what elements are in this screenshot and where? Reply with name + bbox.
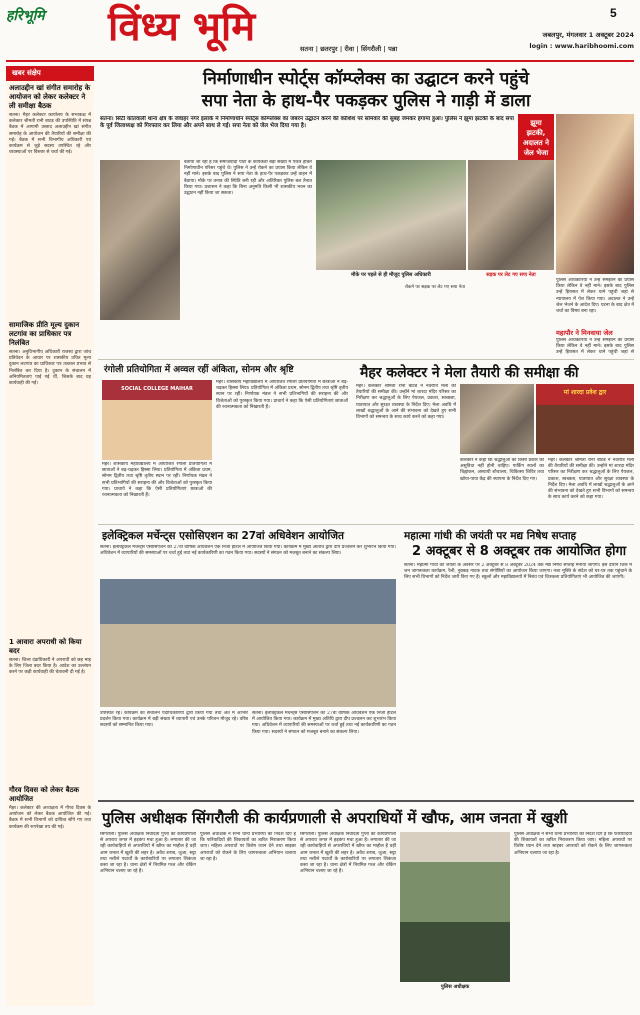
rangoli-photo — [102, 380, 212, 460]
electrical-photo — [100, 579, 396, 707]
lead-headline-2: सपा नेता के हाथ-पैर पकड़कर पुलिस ने गाड़ी में डाला — [201, 91, 531, 111]
gandhi-story — [402, 527, 634, 797]
rangoli-body-cont: मैहर। शासकीय महाविद्यालय में आयोजित रंगोली प्रतियोगिता में छात्राओं ने बढ़-चढ़कर हिस्सा लिया। प्रतियोगिता में अंकिता प्रथम, सोनम द्वितीय तथा श्रृष्टि तृतीय स्थान पर रहीं। निर्णायक मंडल ने सभी प्रतिभागियों की सराहना की और विजेताओं को पुरस्कृत किया गया। प्राचार्य ने कहा कि ऐसी प्रतियोगिताएं छात्राओं की रचनात्मकता को निखारती हैं। — [102, 462, 212, 499]
singrauli-photo-caption: पुलिस अधीक्षक — [440, 984, 470, 990]
lead-intro: सतना। सिटी कोतवाली थाना क्षेत्र के जवाहर नगर इलाके में निर्माणाधीन स्पोर्ट्स कॉम्प्लेक्स का जबरन उद्घाटन करने की कोशिश पर सोमवार की सुबह जमकर हंगामा हुआ। पुलिस ने झूमा झटकी के बाद सपा के पूर्व जिलाध्यक्ष को गिरफ्तार कर लिया और अपने साथ ले गई। सपा नेता को जेल भेज दिया गया है। — [100, 116, 514, 129]
electrical-body: सतना। इलेक्ट्रिकल मर्चेन्ट्स एसोसिएशन का 27वां वार्षिक अधिवेशन एक निजी होटल में आयोजित किया गया। कार्यक्रम में मुख्य अतिथि द्वारा दीप प्रज्वलन कर शुभारंभ किया गया। अधिवेशन में व्यापारियों की समस्याओं पर चर्चा हुई तथा नई कार्यकारिणी का गठन किया गया। सदस्यों ने संगठन को मजबूत बनाने का संकल्प लिया। — [100, 545, 396, 557]
electrical-body2: उपस्थित रहे। कार्यक्रम का संचालन पदाधिकारियों द्वारा किया गया तथा अंत में आभार प्रदर्शन किया गया। कार्यक्रम में बड़ी संख्या में व्यापारी एवं उनके परिजन मौजूद रहे। वरिष्ठ सदस्यों को सम्मानित किया गया। — [100, 711, 248, 729]
masthead — [0, 0, 640, 62]
rangoli-headline: रंगोली प्रतियोगिता में अव्वल रहीं अंकिता, सोनम और श्रृष्टि — [104, 365, 294, 375]
rangoli-story — [98, 362, 352, 522]
brand-logo: हरिभूमि — [6, 8, 45, 24]
sidebar-item4-title: गौरव दिवस को लेकर बैठक आयोजित — [9, 786, 80, 803]
lead-right-body: पुलिस अधिकारियों ने उन्हें समझाने का प्रयास किया लेकिन वे नहीं माने। इसके बाद पुलिस उन्हें हिरासत में लेकर थाने पहुंची जहां से न्यायालय में पेश किया गया। अदालत ने उन्हें जेल भेजने के आदेश दिए। घटना के बाद क्षेत्र में चर्चा का विषय बना रहा। — [556, 278, 634, 315]
maihar-photo-1 — [460, 384, 534, 454]
maihar-headline: मैहर कलेक्टर ने मेला तैयारी की समीक्षा की — [360, 365, 579, 381]
rangoli-body: मैहर। शासकीय महाविद्यालय में आयोजित रंगोली प्रतियोगिता में छात्राओं ने बढ़-चढ़कर हिस्सा लिया। प्रतियोगिता में अंकिता प्रथम, सोनम द्वितीय तथा श्रृष्टि तृतीय स्थान पर रहीं। निर्णायक मंडल ने सभी प्रतिभागियों की सराहना की और विजेताओं को पुरस्कृत किया गया। प्राचार्य ने कहा कि ऐसी प्रतियोगिताएं छात्राओं की रचनात्मकता को निखारती हैं। — [216, 380, 348, 410]
singrauli-body3: सिंगरौली। पुलिस अधीक्षक निवेदिता गुप्ता की कार्यप्रणाली से अपराध जगत में हड़कंप मचा हुआ है। लगातार की जा रही कार्यवाहियों से अपराधियों में खौफ का माहौल है वहीं आम जनता में खुशी की लहर है। अवैध शराब, जुआ, सट्टा तथा नशीले पदार्थों के कारोबारियों पर लगातार शिकंजा कसा जा रहा है। थाना क्षेत्रों में नियमित गश्त और चेकिंग अभियान चलाए जा रहे हैं। — [300, 832, 396, 875]
gandhi-body: सतना। महात्मा गांधी की जयंती के अवसर पर 2 अक्टूबर से 8 अक्टूबर 2024 तक मद्य निषेध सप्ताह मनाया जाएगा। इस दौरान जिले में जन जागरूकता कार्यक्रम, रैली, नुक्कड़ नाटक तथा संगोष्ठियों का आयोजन किया जाएगा। नशा मुक्ति के संदेश को घर-घर तक पहुंचाने के लिए सभी विभागों को निर्देश जारी किए गए हैं। स्कूलों और महाविद्यालयों में निबंध एवं चित्रकला प्रतियोगिताएं भी आयोजित की जाएंगी। — [404, 563, 632, 581]
rangoli-banner: SOCIAL COLLEGE MAIHAR — [121, 386, 193, 392]
maihar-body2: कलेक्टर ने कहा कि श्रद्धालुओं को किसी प्रकार की असुविधा नहीं होनी चाहिए। पार्किंग स्थलों का चिह्नांकन, अस्थायी शौचालय, चिकित्सा शिविर तथा खोया-पाया केंद्र की स्थापना के निर्देश दिए गए। — [460, 458, 544, 482]
lead-caption-1: मौके पर पहले से ही मौजूद पुलिस अधिकारी — [351, 272, 431, 278]
page-number: 5 — [610, 6, 617, 20]
lead-caption-3: रोकने पर सड़क पर लेट गए सपा नेता — [404, 285, 465, 290]
lead-photo-3 — [468, 160, 554, 270]
maihar-photo-2 — [536, 384, 634, 454]
maihar-body3: मैहर। कलेक्टर श्रीमती रानी बाटड ने नवरात्रि मेला की तैयारियों की समीक्षा की। उन्होंने मां शारदा मंदिर परिसर का निरीक्षण कर श्रद्धालुओं के लिए पेयजल, प्रकाश, स्वच्छता, यातायात और सुरक्षा व्यवस्था के निर्देश दिए। मेला अवधि में लाखों श्रद्धालुओं के आने की संभावना को देखते हुए सभी विभागों को समन्वय के साथ कार्य करने को कहा गया। — [548, 458, 634, 501]
rule-3 — [98, 800, 634, 802]
singrauli-body4: पुलिस अधीक्षक ने सभी थाना प्रभारियों को निर्देश दिए हैं कि फरियादियों की शिकायतों का त्वरित निराकरण किया जाए। महिला अपराधों पर विशेष ध्यान देने तथा साइबर अपराधों को रोकने के लिए जागरूकता अभियान चलाया जा रहा है। — [514, 832, 632, 856]
lead-photo-main — [556, 114, 634, 274]
lead-photo-1 — [100, 160, 180, 320]
gandhi-headline-1: महात्मा गांधी की जयंती पर मद्य निषेध सप्ताह — [404, 530, 577, 542]
singrauli-body2: पुलिस अधीक्षक ने सभी थाना प्रभारियों को निर्देश दिए हैं कि फरियादियों की शिकायतों का त्वरित निराकरण किया जाए। महिला अपराधों पर विशेष ध्यान देने तथा साइबर अपराधों को रोकने के लिए जागरूकता अभियान चलाया जा रहा है। — [200, 832, 296, 862]
rule-1 — [98, 359, 634, 360]
rule-2 — [98, 524, 634, 525]
lead-photo-2 — [316, 160, 466, 270]
sidebar-item2-body: सतना। अनुविभागीय अधिकारी राजस्व द्वारा जांच प्रतिवेदन के आधार पर शासकीय उचित मूल्य दुकान लटगांव का प्राधिकार पत्र तत्काल प्रभाव से निलंबित कर दिया है। दुकान के संचालन में अनियमितताएं पाई गई थीं, जिसके बाद यह कार्यवाही की गई। — [9, 350, 91, 387]
singrauli-photo — [400, 832, 510, 982]
gandhi-headline-2: 2 अक्टूबर से 8 अक्टूबर तक आयोजित होगा — [412, 544, 627, 559]
maihar-photo-text: मां शारदा प्रवेश द्वार — [563, 389, 607, 396]
lead-right-tail: पुलिस अधिकारियों ने उन्हें समझाने का प्रयास किया लेकिन वे नहीं माने। इसके बाद पुलिस उन्हें हिरासत में लेकर थाने पहुंची जहां से — [556, 338, 634, 356]
sidebar-item4-body: मैहर। कलेक्टर की अध्यक्षता में गौरव दिवस के आयोजन को लेकर बैठक आयोजित की गई। बैठक में सभी विभागों को दायित्व सौंपे गए तथा कार्यक्रम की रूपरेखा तय की गई। — [9, 806, 91, 830]
electrical-headline: इलेक्ट्रिकल मर्चेन्ट्स एसोसिएशन का 27वां अधिवेशन आयोजित — [102, 530, 344, 542]
electrical-story — [98, 527, 398, 797]
sidebar-item1-body: सतना। मैहर कलेक्टर कार्यालय के सभाकक्ष में कलेक्टर श्रीमती रानी बाटड की उपस्थिति में संपन्न बैठक में आगामी उस्ताद अलाउद्दीन खां संगीत समारोह के आयोजन की तैयारियों की समीक्षा की गई। बैठक में सभी विभागीय अधिकारी एवं कार्यक्रम से जुड़े सदस्य उपस्थित रहे और व्यवस्थाओं पर विस्तार से चर्चा की गई। — [9, 113, 91, 156]
date-line: जबलपुर, मंगलवार 1 अक्टूबर 2024 — [542, 31, 634, 39]
singrauli-story — [98, 806, 634, 1010]
sidebar-item2-title: सामाजिक प्रीति मूल्य दुकान लटगांव का प्राधिकार पत्र निलंबित — [9, 321, 80, 347]
maihar-body: मैहर। कलेक्टर श्रीमती रानी बाटड ने नवरात्रि मेला की तैयारियों की समीक्षा की। उन्होंने मां शारदा मंदिर परिसर का निरीक्षण कर श्रद्धालुओं के लिए पेयजल, प्रकाश, स्वच्छता, यातायात और सुरक्षा व्यवस्था के निर्देश दिए। मेला अवधि में लाखों श्रद्धालुओं के आने की संभावना को देखते हुए सभी विभागों को समन्वय के साथ कार्य करने को कहा गया। — [356, 384, 456, 421]
lead-badge: झूमा झटकी, अदालत ने जेल भेजा — [518, 114, 554, 170]
masthead-rule — [6, 60, 634, 62]
website: login : www.haribhoomi.com — [529, 42, 634, 50]
editions-bar: सतना | छतरपुर | रीवा | सिंगरौली | पन्ना — [300, 45, 398, 53]
electrical-body3: सतना। इलेक्ट्रिकल मर्चेन्ट्स एसोसिएशन का 27वां वार्षिक अधिवेशन एक निजी होटल में आयोजित किया गया। कार्यक्रम में मुख्य अतिथि द्वारा दीप प्रज्वलन कर शुभारंभ किया गया। अधिवेशन में व्यापारियों की समस्याओं पर चर्चा हुई तथा नई कार्यकारिणी का गठन किया गया। सदस्यों ने संगठन को मजबूत बनाने का संकल्प लिया। — [252, 711, 396, 735]
singrauli-headline: पुलिस अधीक्षक सिंगरौली की कार्यप्रणाली से अपराधियों में खौफ, आम जनता में खुशी — [102, 809, 568, 827]
lead-story — [98, 66, 634, 356]
sidebar-label: खबर संक्षेप — [6, 66, 94, 81]
lead-caption-2: सड़क पर लेट गए सपा नेता — [486, 272, 536, 278]
lead-sub-head: महापौर ने मिनवाया जेल — [556, 329, 613, 337]
lead-body: बताया जा रहा है कि समाजवादी पार्टी के कार्यकर्ता बड़ी संख्या में एकत्र होकर निर्माणाधीन परिसर पहुंचे थे। पुलिस ने उन्हें रोकने का प्रयास किया लेकिन वे नहीं माने। इसके बाद पुलिस ने सपा नेता के हाथ-पैर पकड़कर उन्हें वाहन में बैठाया। मौके पर तनाव की स्थिति बनी रही और अतिरिक्त पुलिस बल तैनात किया गया। प्रशासन ने कहा कि बिना अनुमति किसी भी शासकीय भवन का उद्घाटन नहीं किया जा सकता। — [184, 160, 312, 197]
sidebar-item1-title: अलाउद्दीन खां संगीत समारोह के आयोजन को लेकर कलेक्टर ने ली समीक्षा बैठक — [9, 84, 91, 110]
sidebar — [6, 66, 94, 1006]
lead-headline-1: निर्माणाधीन स्पोर्ट्स कॉम्प्लेक्स का उद्घाटन करने पहुंचे — [202, 69, 530, 89]
page-title: विंध्य भूमि — [108, 3, 256, 50]
sidebar-item3-body: सतना। जिला दंडाधिकारी ने अपराधी को छह माह के लिए जिला बदर किया है। आदेश का उल्लंघन करने पर कड़ी कार्यवाही की चेतावनी दी गई है। — [9, 658, 91, 676]
sidebar-item3-title: 1 आवारा अपराधी को किया बदर — [9, 638, 82, 655]
maihar-story — [356, 362, 634, 522]
singrauli-body: सिंगरौली। पुलिस अधीक्षक निवेदिता गुप्ता की कार्यप्रणाली से अपराध जगत में हड़कंप मचा हुआ है। लगातार की जा रही कार्यवाहियों से अपराधियों में खौफ का माहौल है वहीं आम जनता में खुशी की लहर है। अवैध शराब, जुआ, सट्टा तथा नशीले पदार्थों के कारोबारियों पर लगातार शिकंजा कसा जा रहा है। थाना क्षेत्रों में नियमित गश्त और चेकिंग अभियान चलाए जा रहे हैं। — [100, 832, 196, 875]
